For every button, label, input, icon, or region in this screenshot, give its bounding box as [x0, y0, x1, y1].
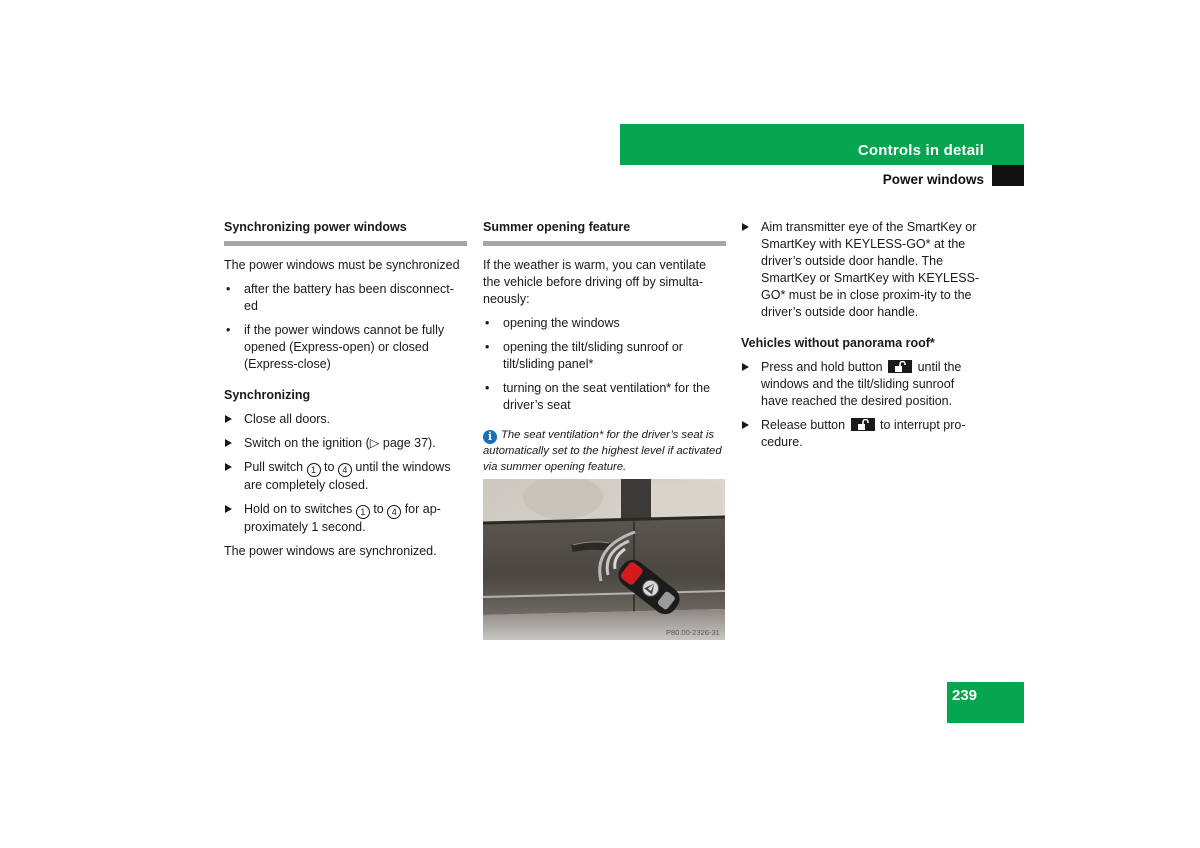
- column-summer-opening: [483, 219, 726, 489]
- intro-text: The power windows must be synchronized: [224, 258, 460, 272]
- page-ref-arrow-icon: ▷: [369, 436, 380, 450]
- list-item: • turning on the seat ventilation* for the driver’s seat: [483, 380, 726, 414]
- section-marker: [992, 165, 1024, 186]
- intro-text: If the weather is warm, you can ventilate the vehicle before driving off by simulta-neously:: [483, 258, 707, 306]
- list-item: • if the power windows cannot be fully opened (Express-open) or closed (Express-close): [224, 322, 467, 373]
- unlock-button-icon: [888, 360, 912, 373]
- step-hold-switches: Hold on to switches 1 to 4 for ap-proximately 1 second.: [224, 501, 467, 536]
- column-synchronizing: [224, 219, 467, 567]
- step-ignition: Switch on the ignition (▷ page 37).: [224, 435, 467, 452]
- page-number-box: [947, 682, 1024, 723]
- step-pull-switch: Pull switch 1 to 4 until the windows are completely closed.: [224, 459, 467, 494]
- result-text: The power windows are synchronized.: [224, 544, 437, 558]
- feature-list: [483, 315, 726, 414]
- circled-number-4: 4: [387, 505, 401, 519]
- info-note: i The seat ventilation* for the driver’s seat is automatically set to the highest level if activated via summer opening feature.: [483, 429, 722, 473]
- condition-list: [224, 281, 467, 373]
- heading-summer-opening-feature: Summer opening feature: [483, 219, 726, 246]
- chapter-title: Controls in detail: [857, 142, 984, 159]
- info-icon: i: [483, 430, 497, 444]
- step-list: [741, 359, 984, 451]
- subheading-synchronizing: Synchronizing: [224, 388, 311, 402]
- step-list: [224, 411, 467, 536]
- list-item: • after the battery has been disconnect-ed: [224, 281, 467, 315]
- circled-number-4: 4: [338, 463, 352, 477]
- circled-number-1: 1: [356, 505, 370, 519]
- unlock-button-icon: [851, 418, 875, 431]
- smartkey-door-photo: [483, 479, 725, 640]
- list-item: • opening the tilt/sliding sunroof or tilt/sliding panel*: [483, 339, 726, 373]
- step-close-doors: Close all doors.: [224, 411, 467, 428]
- step-aim-transmitter: Aim transmitter eye of the SmartKey or SmartKey with KEYLESS-GO* at the driver’s outside door handle. The SmartKey or SmartKey with KEYLESS-GO* must be in close proxim-ity to the driver’s outside door handle.: [741, 219, 984, 321]
- header-bar: [620, 124, 1024, 165]
- step-release-button: Release button to interrupt pro-cedure.: [741, 417, 984, 451]
- page-number: 239: [952, 687, 978, 704]
- step-press-hold-button: Press and hold button until the windows and the tilt/sliding sunroof have reached the desired position.: [741, 359, 984, 410]
- section-title: Power windows: [882, 172, 984, 187]
- step-list: [741, 219, 984, 321]
- image-code: P80.00-2326-31: [666, 628, 720, 637]
- heading-synchronizing-power-windows: Synchronizing power windows: [224, 219, 467, 246]
- subheading-without-panorama-roof: Vehicles without panorama roof*: [741, 336, 935, 350]
- column-instructions: [741, 219, 984, 458]
- circled-number-1: 1: [307, 463, 321, 477]
- list-item: • opening the windows: [483, 315, 726, 332]
